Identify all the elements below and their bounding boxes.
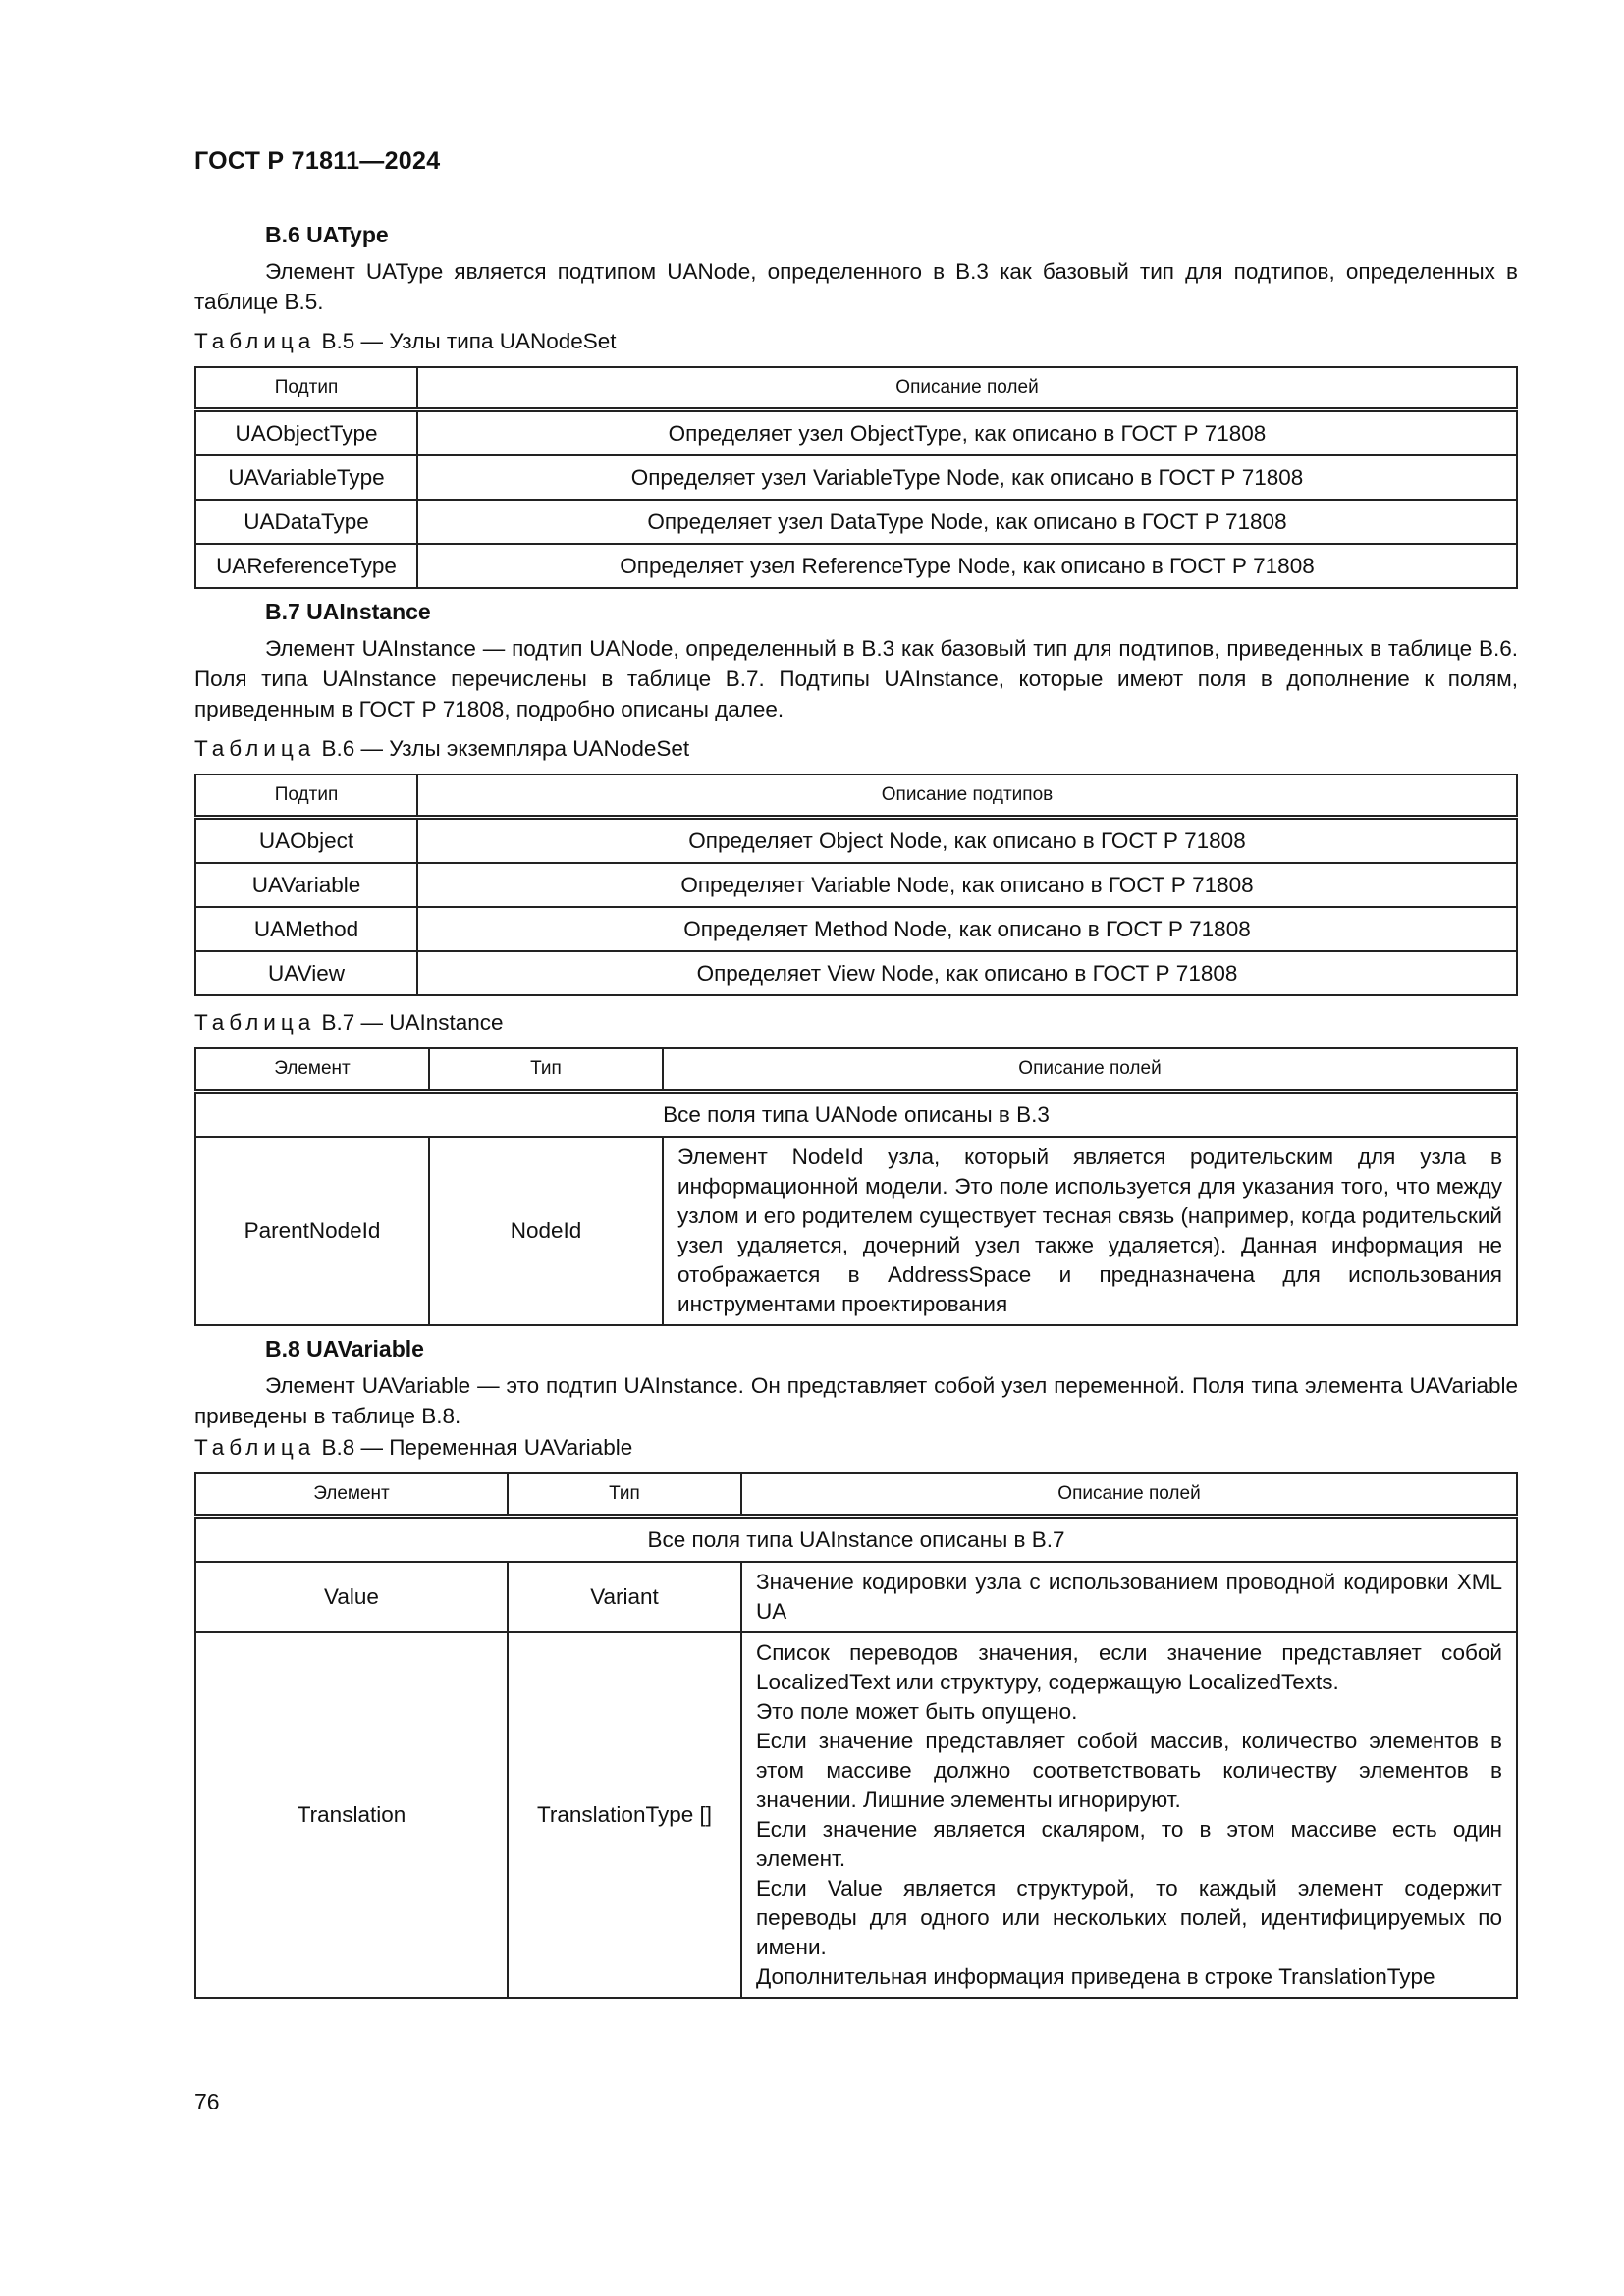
description-line: Если значение является скаляром, то в этом массиве есть один элемент.: [756, 1817, 1502, 1871]
table-caption-text: В.6 — Узлы экземпляра UANodeSet: [315, 736, 690, 761]
table-cell: Значение кодировки узла с использованием проводной кодировки XML UA: [741, 1562, 1517, 1632]
table-row: [195, 907, 1517, 951]
table-caption-text: В.5 — Узлы типа UANodeSet: [315, 329, 617, 353]
table-header-cell: Описание полей: [663, 1048, 1517, 1092]
table-row: [195, 500, 1517, 544]
table-caption-prefix: Таблица: [194, 1010, 316, 1035]
table-cell: Определяет узел DataType Node, как описано в ГОСТ Р 71808: [417, 500, 1517, 544]
table-b8-caption: [194, 1435, 1518, 1461]
table-header-cell: Элемент: [195, 1473, 508, 1517]
table-b5: [194, 366, 1518, 589]
table-caption-text: В.8 — Переменная UAVariable: [315, 1435, 633, 1460]
table-cell: Определяет узел ObjectType, как описано в ГОСТ Р 71808: [417, 410, 1517, 456]
table-row: [195, 818, 1517, 864]
page-number: 76: [194, 2089, 220, 2114]
table-span-row: [195, 1517, 1517, 1563]
table-cell: Элемент NodeId узла, который является родительским для узла в информационной модели. Это поле используется для указания того, что между узлом и его родителем существует тесная связь (например, когда родительский узел удаляется, дочерний узел также удаляется). Данная информация не отображается в AddressSpace и предназначена для использования инструментами проектирования: [663, 1137, 1517, 1325]
table-b5-caption: [194, 329, 1518, 354]
document-header: ГОСТ Р 71811—2024: [194, 147, 441, 175]
table-cell: Все поля типа UANode описаны в В.3: [195, 1092, 1517, 1138]
table-cell: Определяет Object Node, как описано в ГОСТ Р 71808: [417, 818, 1517, 864]
table-cell: UAReferenceType: [195, 544, 417, 588]
table-cell: Value: [195, 1562, 508, 1632]
table-cell: UAView: [195, 951, 417, 995]
table-row: [195, 1137, 1517, 1325]
table-cell: UAObject: [195, 818, 417, 864]
table-cell: Translation: [195, 1632, 508, 1998]
section-heading-b7: В.7 UAInstance: [265, 599, 431, 624]
table-cell: UAObjectType: [195, 410, 417, 456]
table-row: [195, 863, 1517, 907]
table-b7: [194, 1047, 1518, 1326]
table-cell: Определяет узел VariableType Node, как описано в ГОСТ Р 71808: [417, 455, 1517, 500]
table-b6-caption: [194, 736, 1518, 762]
description-line: Список переводов значения, если значение представляет собой LocalizedText или структуру, содержащую LocalizedTexts.: [756, 1640, 1502, 1694]
table-row: [195, 410, 1517, 456]
table-header-cell: Тип: [429, 1048, 663, 1092]
page-content: [194, 222, 1518, 1999]
section-b6-paragraph: Элемент UAType является подтипом UANode, определенного в В.3 как базовый тип для подтипов, определенных в таблице В.5.: [194, 259, 1518, 314]
table-cell: Определяет Method Node, как описано в ГОСТ Р 71808: [417, 907, 1517, 951]
table-b8: [194, 1472, 1518, 1999]
description-line: Если значение представляет собой массив, количество элементов в этом массиве должно соответствовать количеству элементов в значении. Лишние элементы игнорируют.: [756, 1729, 1502, 1812]
table-header-cell: Тип: [508, 1473, 741, 1517]
table-b6: [194, 774, 1518, 996]
table-header-cell: Описание подтипов: [417, 774, 1517, 818]
table-header-cell: Подтип: [195, 367, 417, 410]
table-cell: [741, 1632, 1517, 1998]
section-heading-b6: В.6 UAType: [265, 222, 389, 247]
table-row: [195, 1632, 1517, 1998]
table-caption-text: В.7 — UAInstance: [315, 1010, 504, 1035]
description-line: Если Value является структурой, то каждый элемент содержит переводы для одного или нескольких полей, идентифицируемых по имени.: [756, 1876, 1502, 1959]
table-b7-caption: [194, 1010, 1518, 1036]
table-cell: Определяет узел ReferenceType Node, как описано в ГОСТ Р 71808: [417, 544, 1517, 588]
table-cell: Определяет Variable Node, как описано в ГОСТ Р 71808: [417, 863, 1517, 907]
section-b7-paragraph: Элемент UAInstance — подтип UANode, определенный в В.3 как базовый тип для подтипов, приведенных в таблице В.6. Поля типа UAInstance перечислены в таблице В.7. Подтипы UAInstance, которые имеют поля в дополнение к полям, приведенным в ГОСТ Р 71808, подробно описаны далее.: [194, 636, 1518, 721]
table-cell: UAVariable: [195, 863, 417, 907]
table-cell: Определяет View Node, как описано в ГОСТ Р 71808: [417, 951, 1517, 995]
table-cell: Все поля типа UAInstance описаны в В.7: [195, 1517, 1517, 1563]
table-caption-prefix: Таблица: [194, 736, 316, 761]
section-heading-b8: В.8 UAVariable: [265, 1336, 424, 1362]
table-header-cell: Подтип: [195, 774, 417, 818]
table-span-row: [195, 1092, 1517, 1138]
table-header-cell: Элемент: [195, 1048, 429, 1092]
table-row: [195, 951, 1517, 995]
table-header-cell: Описание полей: [417, 367, 1517, 410]
table-cell: TranslationType []: [508, 1632, 741, 1998]
table-cell: UAMethod: [195, 907, 417, 951]
description-line: Дополнительная информация приведена в строке TranslationType: [756, 1964, 1435, 1989]
table-cell: UAVariableType: [195, 455, 417, 500]
table-caption-prefix: Таблица: [194, 1435, 316, 1460]
table-row: [195, 455, 1517, 500]
table-cell: ParentNodeId: [195, 1137, 429, 1325]
table-row: [195, 544, 1517, 588]
table-cell: Variant: [508, 1562, 741, 1632]
description-line: Это поле может быть опущено.: [756, 1699, 1078, 1724]
table-caption-prefix: Таблица: [194, 329, 316, 353]
table-cell: NodeId: [429, 1137, 663, 1325]
table-header-cell: Описание полей: [741, 1473, 1517, 1517]
table-cell: UADataType: [195, 500, 417, 544]
section-b8-paragraph: Элемент UAVariable — это подтип UAInstance. Он представляет собой узел переменной. Поля типа элемента UAVariable приведены в таблице В.8.: [194, 1373, 1518, 1428]
table-row: [195, 1562, 1517, 1632]
